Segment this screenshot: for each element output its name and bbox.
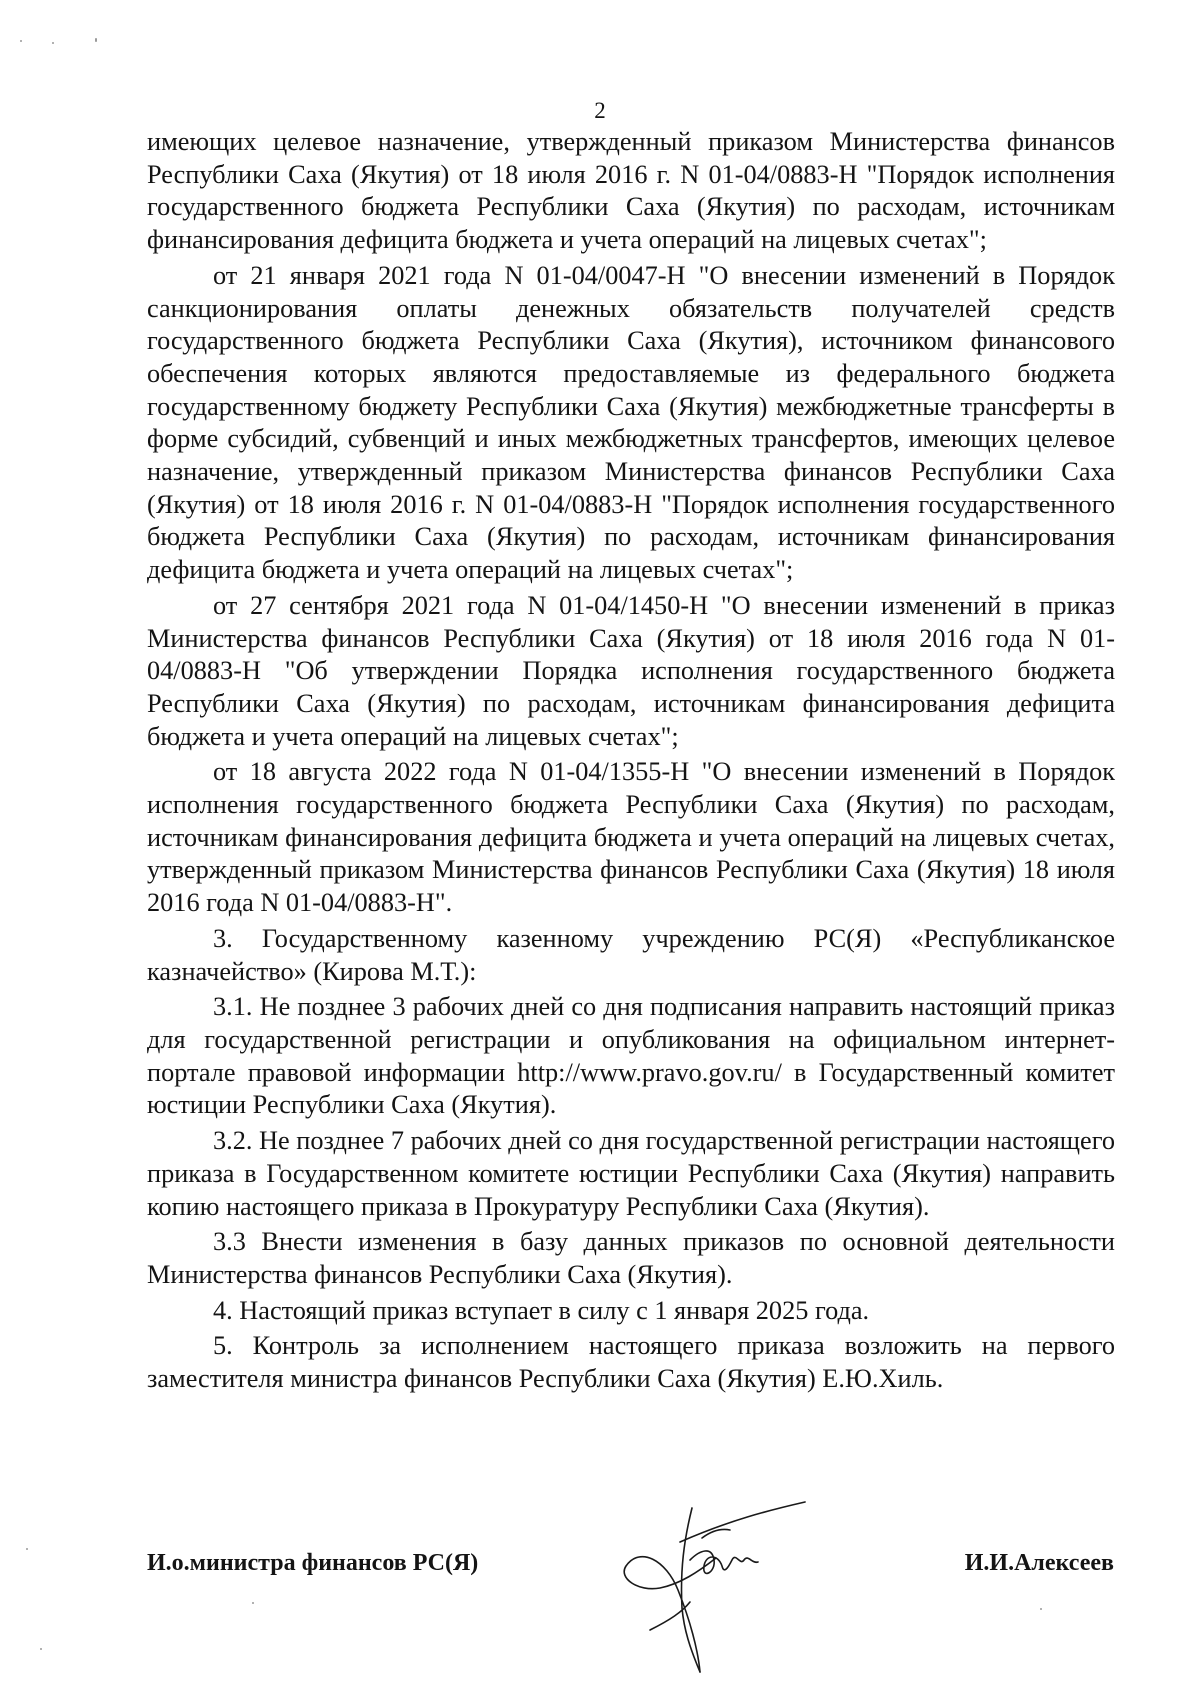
paragraph-continuation: имеющих целевое назначение, утвержденный приказом Министерства финансов Республики Саха (Якутия) от 18 июля 2016 г. N 01-04/0883-Н "Порядок исполнения государственного бюджета Республики Саха (Якутия) по расходам, источникам финансирования дефицита бюджета и учета операций на лицевых счетах"; xyxy=(147,127,1115,255)
paragraph-item-5: 5. Контроль за исполнением настоящего приказа возложить на первого заместителя министра финансов Республики Саха (Якутия) Е.Ю.Хиль. xyxy=(147,1331,1115,1394)
scan-speck xyxy=(40,1648,42,1650)
paragraph-item-4: 4. Настоящий приказ вступает в силу с 1 января 2025 года. xyxy=(213,1295,870,1325)
paragraph-item-3-1: 3.1. Не позднее 3 рабочих дней со дня подписания направить настоящий приказ для государственной регистрации и опубликования на официальном интернет-портале правовой информации http://www.pravo.gov.ru/ в Государственный комитет юстиции Республики Саха (Якутия). xyxy=(147,992,1115,1120)
paragraph-amendment-2022-08: от 18 августа 2022 года N 01-04/1355-Н "О внесении изменений в Порядок исполнения государственного бюджета Республики Саха (Якутия) по расходам, источникам финансирования дефицита бюджета и учета операций на лицевых счетах, утвержденный приказом Министерства финансов Республики Саха (Якутия) 18 июля 2016 года N 01-04/0883-Н". xyxy=(147,757,1115,918)
paragraph-item-3: 3. Государственному казенному учреждению РС(Я) «Республиканское казначейство» (Кирова М.Т.): xyxy=(147,923,1115,986)
paragraph-item-3-3: 3.3 Внести изменения в базу данных приказов по основной деятельности Министерства финансов Республики Саха (Якутия). xyxy=(147,1227,1115,1289)
scan-speck xyxy=(26,1548,28,1550)
paragraph-item-3-2: 3.2. Не позднее 7 рабочих дней со дня государственной регистрации настоящего приказа в Государственном комитете юстиции Республики Саха (Якутия) направить копию настоящего приказа в Прокуратуру Республики Саха (Якутия). xyxy=(147,1126,1115,1221)
scan-speck xyxy=(52,42,54,44)
scan-speck xyxy=(95,38,97,42)
document-body xyxy=(147,126,1115,1396)
signatory-title: И.о.министра финансов РС(Я) xyxy=(147,1550,479,1576)
scan-speck xyxy=(252,1602,254,1604)
page-number: 2 xyxy=(594,98,606,123)
scan-speck xyxy=(1040,1608,1042,1610)
signatory-name: И.И.Алексеев xyxy=(964,1550,1114,1576)
paragraph-amendment-2021-09: от 27 сентября 2021 года N 01-04/1450-Н "О внесении изменений в приказ Министерства финансов Республики Саха (Якутия) от 18 июля 2016 года N 01-04/0883-Н "Об утверждении Порядка исполнения государственного бюджета Республики Саха (Якутия) по расходам, источникам финансирования дефицита бюджета и учета операций на лицевых счетах"; xyxy=(147,590,1115,751)
paragraph-amendment-2021-01: от 21 января 2021 года N 01-04/0047-Н "О внесении изменений в Порядок санкционирования оплаты денежных обязательств получателей средств государственного бюджета Республики Саха (Якутия), источником финансового обеспечения которых являются предоставляемые из федерального бюджета государственному бюджету Республики Саха (Якутия) межбюджетные трансферты в форме субсидий, субвенций и иных межбюджетных трансфертов, имеющих целевое назначение, утвержденный приказом Министерства финансов Республики Саха (Якутия) от 18 июля 2016 г. N 01-04/0883-Н "Порядок исполнения государственного бюджета Республики Саха (Якутия) по расходам, источникам финансирования дефицита бюджета и учета операций на лицевых счетах"; xyxy=(147,260,1115,585)
handwritten-signature xyxy=(620,1480,890,1680)
scan-speck xyxy=(20,40,22,42)
